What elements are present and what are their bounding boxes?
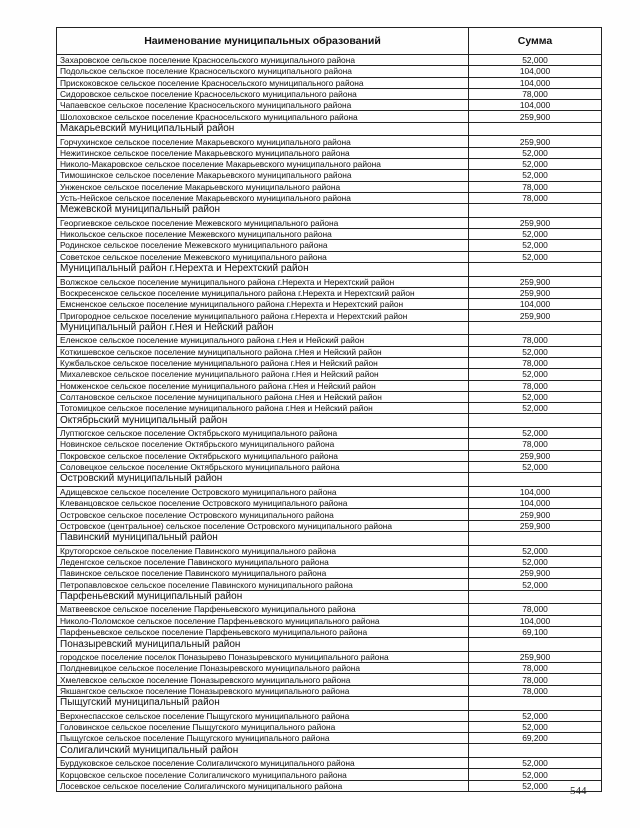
table-row	[57, 685, 602, 696]
table-row	[57, 240, 602, 251]
table-row	[57, 66, 602, 77]
settlement-name: Горчухинское сельское поселение Макарьевского муниципального района	[57, 136, 469, 147]
sum-value: 52,000	[469, 346, 602, 357]
sum-value: 52,000	[469, 556, 602, 567]
table-row	[57, 780, 602, 791]
table-row	[57, 181, 602, 192]
sum-value: 104,000	[469, 615, 602, 626]
sum-value: 52,000	[469, 758, 602, 769]
table-row	[57, 335, 602, 346]
sum-value: 78,000	[469, 685, 602, 696]
district-heading-row	[57, 321, 602, 335]
district-name: Парфеньевский муниципальный район	[57, 590, 469, 604]
district-name: Островский муниципальный район	[57, 473, 469, 487]
district-name: Муниципальный район г.Нея и Нейский район	[57, 321, 469, 335]
table-row	[57, 674, 602, 685]
table-row	[57, 276, 602, 287]
sum-value: 52,000	[469, 55, 602, 66]
header-sum: Сумма	[469, 28, 602, 55]
table-row	[57, 769, 602, 780]
settlement-name: Еленское сельское поселение муниципального района г.Нея и Нейский район	[57, 335, 469, 346]
district-heading-row	[57, 531, 602, 545]
table-row	[57, 663, 602, 674]
district-heading-row	[57, 473, 602, 487]
table-row	[57, 439, 602, 450]
sum-value	[469, 473, 602, 487]
settlement-name: Нежитинское сельское поселение Макарьевского муниципального района	[57, 147, 469, 158]
table-row	[57, 77, 602, 88]
sum-value: 52,000	[469, 721, 602, 732]
table-row	[57, 579, 602, 590]
table-row	[57, 509, 602, 520]
sum-value	[469, 638, 602, 652]
settlement-name: Лосевское сельское поселение Солигаличского муниципального района	[57, 780, 469, 791]
sum-value: 78,000	[469, 357, 602, 368]
sum-value: 259,900	[469, 310, 602, 321]
sum-value: 52,000	[469, 229, 602, 240]
settlement-name: Корцовское сельское поселение Солигаличского муниципального района	[57, 769, 469, 780]
table-header-row	[57, 28, 602, 55]
sum-value	[469, 744, 602, 758]
sum-value: 52,000	[469, 769, 602, 780]
settlement-name: Хмелевское сельское поселение Поназыревского муниципального района	[57, 674, 469, 685]
settlement-name: Леденгское сельское поселение Павинского муниципального района	[57, 556, 469, 567]
sum-value: 52,000	[469, 427, 602, 438]
header-name: Наименование муниципальных образований	[57, 28, 469, 55]
settlement-name: Усть-Нейское сельское поселение Макарьевского муниципального района	[57, 192, 469, 203]
settlement-name: Подольское сельское поселение Красносельского муниципального района	[57, 66, 469, 77]
table-row	[57, 170, 602, 181]
settlement-name: Головинское сельское поселение Пыщугского муниципального района	[57, 721, 469, 732]
settlement-name: Матвеевское сельское поселение Парфеньевского муниципального района	[57, 604, 469, 615]
sum-value: 78,000	[469, 674, 602, 685]
table-row	[57, 651, 602, 662]
district-name: Муниципальный район г.Нерехта и Нерехтский район	[57, 262, 469, 276]
sum-value: 78,000	[469, 88, 602, 99]
table-row	[57, 615, 602, 626]
table-row	[57, 217, 602, 228]
settlement-name: Чапаевское сельское поселение Красносельского муниципального района	[57, 100, 469, 111]
settlement-name: Солтановское сельское поселение муниципального района г.Нея и Нейский район	[57, 391, 469, 402]
district-heading-row	[57, 414, 602, 428]
table-row	[57, 158, 602, 169]
sum-value	[469, 414, 602, 428]
settlement-name: Тотомицкое сельское поселение муниципального района г.Нея и Нейский район	[57, 403, 469, 414]
settlement-name: Якшангское сельское поселение Поназыревского муниципального района	[57, 685, 469, 696]
sum-value: 69,100	[469, 626, 602, 637]
table-row	[57, 88, 602, 99]
sum-value: 52,000	[469, 240, 602, 251]
table-row	[57, 192, 602, 203]
district-heading-row	[57, 122, 602, 136]
sum-value: 259,900	[469, 217, 602, 228]
sum-value: 104,000	[469, 486, 602, 497]
settlement-name: Советское сельское поселение Межевского муниципального района	[57, 251, 469, 262]
table-row	[57, 403, 602, 414]
sum-value: 259,900	[469, 568, 602, 579]
district-name: Поназыревский муниципальный район	[57, 638, 469, 652]
district-name: Павинский муниципальный район	[57, 531, 469, 545]
settlement-name: Волжское сельское поселение муниципального района г.Нерехта и Нерехтский район	[57, 276, 469, 287]
sum-value	[469, 697, 602, 711]
sum-value: 52,000	[469, 545, 602, 556]
table-row	[57, 136, 602, 147]
table-row	[57, 346, 602, 357]
district-heading-row	[57, 744, 602, 758]
district-heading-row	[57, 262, 602, 276]
sum-value: 259,900	[469, 136, 602, 147]
district-name: Межевской муниципальный район	[57, 204, 469, 218]
settlement-name: Островское (центральное) сельское поселение Островского муниципального района	[57, 520, 469, 531]
sum-value: 259,900	[469, 450, 602, 461]
settlement-name: Покровское сельское поселение Октябрьского муниципального района	[57, 450, 469, 461]
settlement-name: Николо-Поломское сельское поселение Парфеньевского муниципального района	[57, 615, 469, 626]
sum-value: 259,900	[469, 651, 602, 662]
district-name: Солигаличский муниципальный район	[57, 744, 469, 758]
sum-value: 259,900	[469, 287, 602, 298]
table-row	[57, 147, 602, 158]
sum-value	[469, 531, 602, 545]
settlement-name: Коткишевское сельское поселение муниципального района г.Нея и Нейский район	[57, 346, 469, 357]
sum-value: 69,200	[469, 733, 602, 744]
settlement-name: Островское сельское поселение Островского муниципального района	[57, 509, 469, 520]
settlement-name: Емсненское сельское поселение муниципального района г.Нерехта и Нерехтский район	[57, 299, 469, 310]
sum-value: 78,000	[469, 335, 602, 346]
table-row	[57, 758, 602, 769]
table-row	[57, 604, 602, 615]
sum-value: 52,000	[469, 780, 602, 791]
settlement-name: Адищевское сельское поселение Островского муниципального района	[57, 486, 469, 497]
table-row	[57, 427, 602, 438]
settlement-name: Клеванцовское сельское поселение Островского муниципального района	[57, 498, 469, 509]
sum-value: 52,000	[469, 369, 602, 380]
settlement-name: Верхнеспасское сельское поселение Пыщугского муниципального района	[57, 710, 469, 721]
sum-value: 259,900	[469, 276, 602, 287]
table-row	[57, 310, 602, 321]
table-row	[57, 100, 602, 111]
municipal-sums-table	[56, 27, 602, 792]
district-name: Макарьевский муниципальный район	[57, 122, 469, 136]
table-row	[57, 486, 602, 497]
table-row	[57, 380, 602, 391]
table-row	[57, 520, 602, 531]
settlement-name: Бурдуковское сельское поселение Солигаличского муниципального района	[57, 758, 469, 769]
table-row	[57, 461, 602, 472]
district-name: Октябрьский муниципальный район	[57, 414, 469, 428]
table-row	[57, 357, 602, 368]
district-heading-row	[57, 204, 602, 218]
settlement-name: городское поселение поселок Поназырево Поназыревского муниципального района	[57, 651, 469, 662]
settlement-name: Крутогорское сельское поселение Павинского муниципального района	[57, 545, 469, 556]
settlement-name: Тимошинское сельское поселение Макарьевского муниципального района	[57, 170, 469, 181]
sum-value: 52,000	[469, 579, 602, 590]
sum-value: 78,000	[469, 181, 602, 192]
table-row	[57, 733, 602, 744]
table-row	[57, 498, 602, 509]
sum-value: 52,000	[469, 710, 602, 721]
sum-value	[469, 122, 602, 136]
sum-value: 52,000	[469, 251, 602, 262]
district-heading-row	[57, 590, 602, 604]
settlement-name: Унженское сельское поселение Макарьевского муниципального района	[57, 181, 469, 192]
table-row	[57, 568, 602, 579]
table-row	[57, 369, 602, 380]
district-heading-row	[57, 638, 602, 652]
table-row	[57, 55, 602, 66]
settlement-name: Николо-Макаровское сельское поселение Макарьевского муниципального района	[57, 158, 469, 169]
settlement-name: Шолоховское сельское поселение Красносельского муниципального района	[57, 111, 469, 122]
sum-value: 259,900	[469, 509, 602, 520]
settlement-name: Пыщугское сельское поселение Пыщугского муниципального района	[57, 733, 469, 744]
sum-value: 52,000	[469, 170, 602, 181]
sum-value: 78,000	[469, 380, 602, 391]
table-row	[57, 391, 602, 402]
settlement-name: Прискоковское сельское поселение Красносельского муниципального района	[57, 77, 469, 88]
settlement-name: Сидоровское сельское поселение Красносельского муниципального района	[57, 88, 469, 99]
district-heading-row	[57, 697, 602, 711]
table-row	[57, 545, 602, 556]
settlement-name: Парфеньевское сельское поселение Парфеньевского муниципального района	[57, 626, 469, 637]
settlement-name: Павинское сельское поселение Павинского муниципального района	[57, 568, 469, 579]
table-row	[57, 229, 602, 240]
sum-value: 259,900	[469, 520, 602, 531]
sum-value	[469, 204, 602, 218]
sum-value	[469, 590, 602, 604]
table-row	[57, 111, 602, 122]
sum-value: 104,000	[469, 77, 602, 88]
sum-value: 259,900	[469, 111, 602, 122]
table-row	[57, 721, 602, 732]
settlement-name: Воскресенское сельское поселение муниципального района г.Нерехта и Нерехтский район	[57, 287, 469, 298]
table-row	[57, 287, 602, 298]
sum-value: 52,000	[469, 403, 602, 414]
settlement-name: Захаровское сельское поселение Красносельского муниципального района	[57, 55, 469, 66]
district-name: Пыщугский муниципальный район	[57, 697, 469, 711]
settlement-name: Номженское сельское поселение муниципального района г.Нея и Нейский район	[57, 380, 469, 391]
settlement-name: Полдневицкое сельское поселение Поназыревского муниципального района	[57, 663, 469, 674]
sum-value: 104,000	[469, 498, 602, 509]
sum-value: 78,000	[469, 663, 602, 674]
settlement-name: Петропавловское сельское поселение Павинского муниципального района	[57, 579, 469, 590]
sum-value: 78,000	[469, 439, 602, 450]
table-row	[57, 251, 602, 262]
sum-value: 52,000	[469, 461, 602, 472]
table-row	[57, 556, 602, 567]
settlement-name: Родинское сельское поселение Межевского муниципального района	[57, 240, 469, 251]
sum-value: 104,000	[469, 299, 602, 310]
sum-value: 52,000	[469, 158, 602, 169]
sum-value	[469, 262, 602, 276]
table-row	[57, 299, 602, 310]
table-body	[57, 55, 602, 792]
sum-value: 104,000	[469, 100, 602, 111]
sum-value	[469, 321, 602, 335]
settlement-name: Георгиевское сельское поселение Межевского муниципального района	[57, 217, 469, 228]
settlement-name: Михалевское сельское поселение муниципального района г.Нея и Нейский район	[57, 369, 469, 380]
sum-value: 78,000	[469, 192, 602, 203]
page-number: 544	[570, 785, 587, 797]
table-row	[57, 626, 602, 637]
settlement-name: Луптюгское сельское поселение Октябрьского муниципального района	[57, 427, 469, 438]
settlement-name: Новинское сельское поселение Октябрьского муниципального района	[57, 439, 469, 450]
settlement-name: Кужбальское сельское поселение муниципального района г.Нея и Нейский район	[57, 357, 469, 368]
settlement-name: Пригородное сельское поселение муниципального района г.Нерехта и Нерехтский район	[57, 310, 469, 321]
settlement-name: Соловецкое сельское поселение Октябрьского муниципального района	[57, 461, 469, 472]
sum-value: 52,000	[469, 147, 602, 158]
table-row	[57, 450, 602, 461]
sum-value: 78,000	[469, 604, 602, 615]
sum-value: 104,000	[469, 66, 602, 77]
settlement-name: Никольское сельское поселение Межевского муниципального района	[57, 229, 469, 240]
table-row	[57, 710, 602, 721]
sum-value: 52,000	[469, 391, 602, 402]
